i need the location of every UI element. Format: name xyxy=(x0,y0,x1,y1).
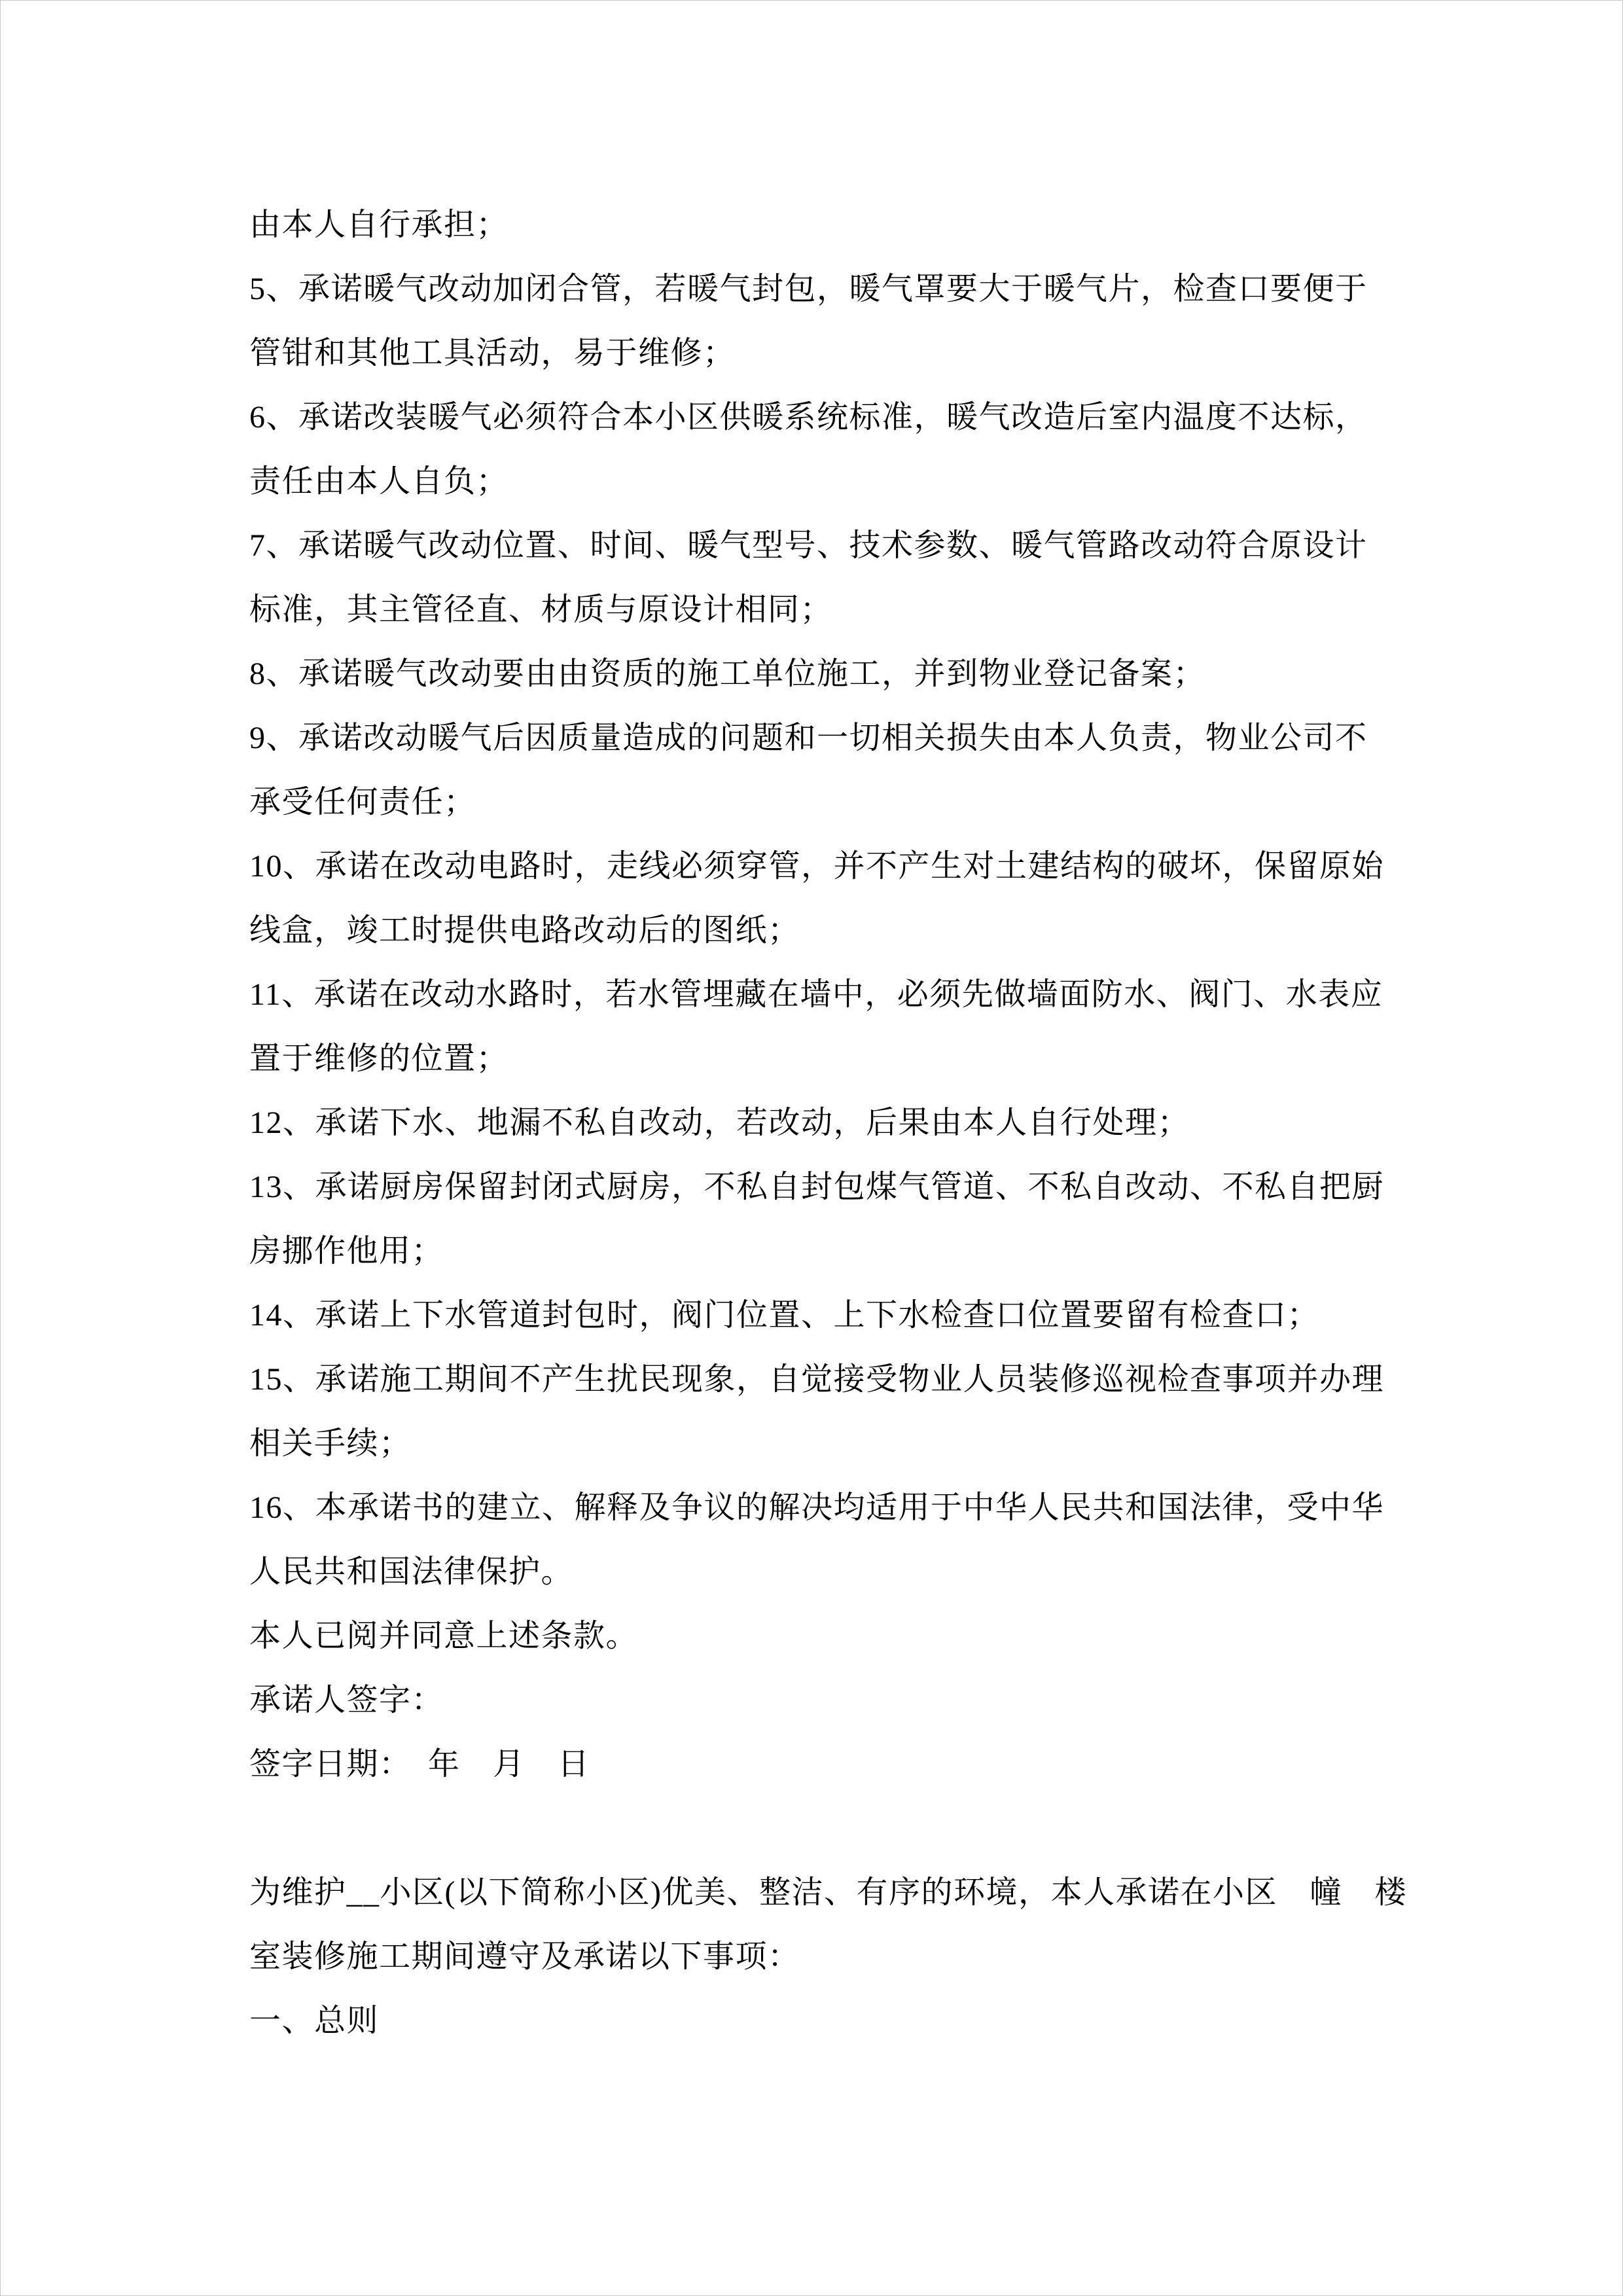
text-line: 人民共和国法律保护。 xyxy=(249,1554,574,1589)
document-text-block xyxy=(249,193,1407,2053)
text-line: 责任由本人自负； xyxy=(249,464,509,499)
text-line: 16、本承诺书的建立、解释及争议的解决均适用于中华人民共和国法律，受中华 xyxy=(249,1490,1385,1525)
text-line: 8、承诺暖气改动要由由资质的施工单位施工，并到物业登记备案； xyxy=(249,656,1206,691)
text-line: 房挪作他用； xyxy=(249,1234,444,1268)
text-line: 本人已阅并同意上述条款。 xyxy=(249,1619,639,1653)
text-line: 室装修施工期间遵守及承诺以下事项： xyxy=(249,1939,800,1974)
text-line: 一、总则 xyxy=(249,2003,380,2038)
text-line: 7、承诺暖气改动位置、时间、暖气型号、技术参数、暖气管路改动符合原设计 xyxy=(249,528,1368,563)
text-line: 6、承诺改装暖气必须符合本小区供暖系统标准，暖气改造后室内温度不达标， xyxy=(249,400,1368,435)
text-line: 9、承诺改动暖气后因质量造成的问题和一切相关损失由本人负责，物业公司不 xyxy=(249,721,1368,755)
text-line: 15、承诺施工期间不产生扰民现象，自觉接受物业人员装修巡视检查事项并办理 xyxy=(249,1362,1385,1397)
text-line: 13、承诺厨房保留封闭式厨房，不私自封包煤气管道、不私自改动、不私自把厨 xyxy=(249,1170,1385,1204)
text-line: 线盒，竣工时提供电路改动后的图纸； xyxy=(249,913,800,948)
text-line: 标准，其主管径直、材质与原设计相同； xyxy=(249,592,833,627)
text-line: 11、承诺在改动水路时，若水管埋藏在墙中，必须先做墙面防水、阀门、水表应 xyxy=(249,977,1383,1012)
text-line: 相关手续； xyxy=(249,1426,412,1461)
text-line: 10、承诺在改动电路时，走线必须穿管，并不产生对土建结构的破坏，保留原始 xyxy=(249,849,1385,884)
text-line: 管钳和其他工具活动，易于维修； xyxy=(249,336,736,370)
text-line: 承受任何责任； xyxy=(249,785,476,819)
text-line: 由本人自行承担； xyxy=(249,207,509,242)
text-line: 5、承诺暖气改动加闭合管，若暖气封包，暖气罩要大于暖气片，检查口要便于 xyxy=(249,272,1368,306)
text-line: 签字日期： 年 月 日 xyxy=(249,1747,590,1782)
text-line: 置于维修的位置； xyxy=(249,1041,509,1076)
text-line: 承诺人签字： xyxy=(249,1683,444,1717)
text-line: 12、承诺下水、地漏不私自改动，若改动，后果由本人自行处理； xyxy=(249,1105,1190,1140)
text-line: 为维护__小区(以下简称小区)优美、整洁、有序的环境，本人承诺在小区 幢 楼 xyxy=(249,1875,1407,1910)
text-line xyxy=(249,1797,1388,1861)
text-line: 14、承诺上下水管道封包时，阀门位置、上下水检查口位置要留有检查口； xyxy=(249,1298,1320,1333)
